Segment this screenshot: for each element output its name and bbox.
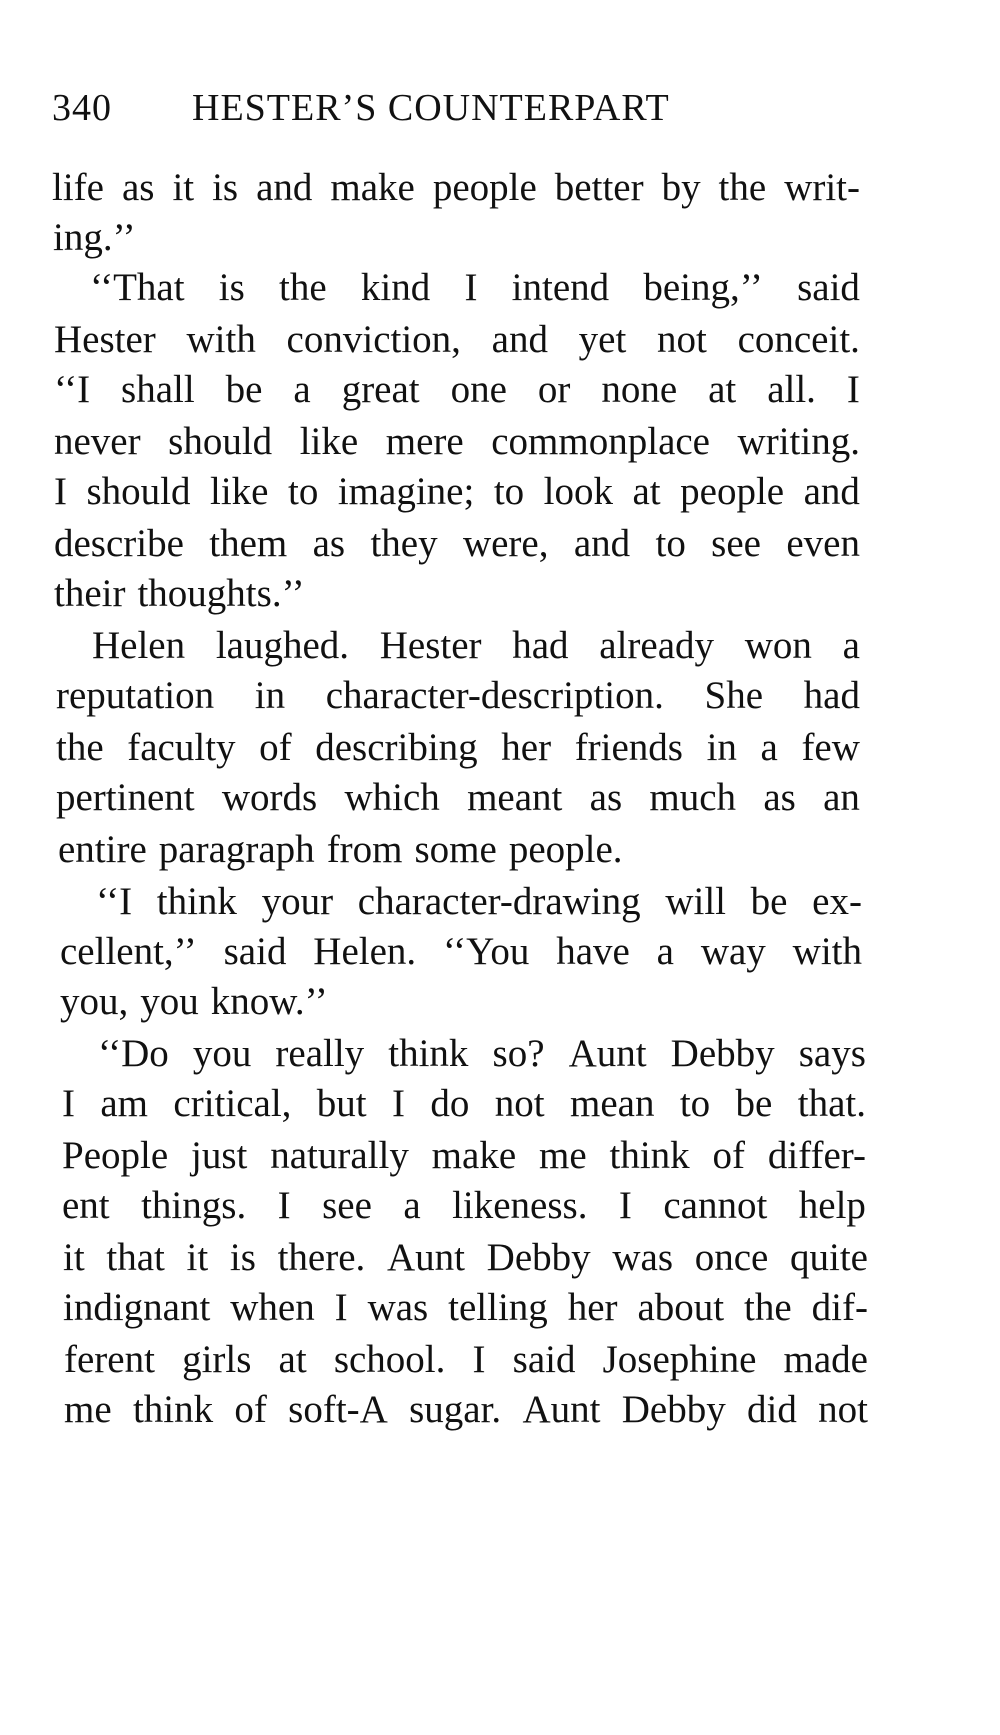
word: think: [156, 880, 237, 923]
word: make: [431, 1134, 517, 1177]
word: some: [414, 828, 497, 871]
word: them: [209, 522, 288, 565]
word: think: [388, 1032, 469, 1075]
word: Debby: [621, 1388, 726, 1431]
word: or: [537, 368, 571, 411]
word: girls: [182, 1338, 252, 1381]
word: to: [493, 470, 525, 513]
word: and: [573, 522, 631, 565]
word: commonplace: [491, 420, 710, 463]
word: not: [818, 1388, 868, 1431]
word: I: [334, 1286, 348, 1329]
word: and: [803, 470, 860, 513]
word: ‘‘Do: [98, 1032, 169, 1075]
word: to: [288, 470, 319, 513]
word: there.: [277, 1236, 366, 1279]
page-header: [52, 86, 952, 136]
text-line: [56, 772, 860, 824]
word: She: [704, 674, 763, 717]
word: friends: [574, 726, 683, 769]
word: differ-: [767, 1134, 866, 1177]
word: it: [186, 1236, 209, 1279]
word: paragraph: [158, 828, 315, 871]
word: but: [316, 1082, 367, 1125]
word: that: [106, 1236, 165, 1279]
text-line: [64, 1334, 868, 1386]
word: think: [132, 1388, 214, 1431]
word: I: [846, 368, 860, 411]
word: I: [62, 1082, 75, 1125]
word: had: [803, 674, 860, 717]
word: ‘‘I: [96, 880, 133, 923]
word: from: [326, 828, 403, 871]
word: help: [798, 1184, 866, 1227]
word: with: [792, 930, 862, 973]
word: your: [261, 880, 334, 923]
word: see: [322, 1184, 372, 1227]
word: just: [191, 1134, 248, 1177]
word: much: [649, 776, 737, 819]
word: you: [192, 1032, 252, 1075]
word: reputation: [56, 674, 215, 717]
word: mere: [385, 420, 464, 463]
word: Aunt: [568, 1032, 647, 1075]
word: said: [512, 1338, 576, 1381]
word: quite: [790, 1236, 868, 1279]
word: you: [140, 980, 199, 1023]
text-line: [90, 262, 860, 314]
word: of: [234, 1388, 267, 1431]
word: describing: [315, 726, 478, 769]
word: will: [665, 880, 726, 923]
word: conceit.: [737, 318, 860, 361]
word: to: [655, 522, 686, 565]
word: laughed.: [215, 624, 350, 667]
word: character-description.: [325, 674, 664, 717]
word: I: [618, 1184, 632, 1227]
word: be: [735, 1082, 773, 1125]
word: her: [567, 1286, 618, 1329]
word: Hester: [54, 318, 156, 361]
word: cellent,’’: [60, 930, 197, 973]
word: cannot: [663, 1184, 768, 1227]
word: their: [54, 572, 126, 615]
word: look: [543, 470, 613, 513]
word: as: [763, 776, 796, 819]
word: they: [370, 522, 438, 565]
text-line: [60, 976, 328, 1028]
word: should: [168, 420, 273, 463]
word: likeness.: [452, 1184, 588, 1227]
word: said: [797, 266, 860, 309]
word: is: [218, 266, 245, 309]
word: me: [538, 1134, 587, 1177]
text-line: [54, 466, 860, 518]
word: People: [62, 1134, 169, 1177]
word: kind: [360, 266, 431, 309]
word: not: [657, 318, 707, 361]
text-line: [54, 364, 860, 416]
word: am: [100, 1082, 149, 1125]
text-line: [54, 416, 860, 468]
word: I: [54, 470, 67, 513]
word: the: [279, 266, 327, 309]
word: shall: [121, 368, 195, 411]
word: is: [212, 166, 239, 209]
word: telling: [448, 1286, 548, 1329]
word: really: [275, 1032, 365, 1075]
word: have: [556, 930, 630, 973]
word: me: [64, 1388, 112, 1431]
word: ing.’’: [53, 216, 136, 259]
word: made: [783, 1338, 868, 1381]
word: the: [744, 1286, 792, 1329]
word: yet: [578, 318, 627, 361]
word: never: [54, 420, 141, 463]
word: already: [599, 624, 715, 667]
text-line: [62, 1078, 866, 1130]
word: says: [798, 1032, 866, 1075]
text-line: [98, 1028, 866, 1080]
word: of: [712, 1134, 745, 1177]
word: which: [344, 776, 440, 819]
word: Aunt: [386, 1236, 465, 1279]
word: I: [464, 266, 478, 309]
word: at: [632, 470, 661, 513]
word: is: [229, 1236, 256, 1279]
text-line: [58, 824, 623, 876]
word: had: [512, 624, 569, 667]
word: sugar.: [409, 1388, 502, 1431]
text-line: [53, 212, 136, 264]
word: I: [392, 1082, 406, 1125]
word: at: [708, 368, 737, 411]
word: people.: [508, 828, 623, 871]
word: indignant: [63, 1286, 211, 1329]
word: the: [56, 726, 104, 769]
word: entire: [58, 828, 147, 871]
word: said: [223, 930, 287, 973]
text-line: [62, 1130, 866, 1182]
word: thoughts.’’: [137, 572, 305, 615]
word: know.’’: [210, 980, 328, 1023]
word: pertinent: [56, 776, 195, 819]
word: better: [554, 166, 644, 209]
word: it: [63, 1236, 85, 1279]
word: meant: [467, 776, 563, 819]
word: way: [700, 930, 766, 973]
word: with: [186, 318, 256, 361]
word: ‘‘That: [90, 266, 185, 309]
word: not: [494, 1082, 545, 1125]
word: that.: [797, 1082, 866, 1125]
word: in: [706, 726, 737, 769]
word: character-drawing: [357, 880, 641, 923]
text-line: [54, 314, 860, 366]
word: you,: [60, 980, 129, 1023]
word: I: [472, 1338, 486, 1381]
text-line: [96, 876, 862, 928]
word: Helen.: [313, 930, 417, 973]
text-line: [52, 162, 860, 214]
text-line: [54, 518, 860, 570]
word: all.: [767, 368, 816, 411]
word: and: [256, 166, 313, 209]
word: a: [760, 726, 778, 769]
word: a: [403, 1184, 421, 1227]
word: ‘‘You: [443, 930, 530, 973]
word: mean: [569, 1082, 655, 1125]
word: dif-: [811, 1286, 868, 1329]
word: see: [711, 522, 761, 565]
word: at: [278, 1338, 307, 1381]
word: Hester: [379, 624, 482, 667]
word: conviction,: [286, 318, 461, 361]
word: should: [86, 470, 191, 513]
text-line: [63, 1282, 868, 1334]
word: words: [221, 776, 318, 819]
word: school.: [333, 1338, 446, 1381]
word: a: [293, 368, 311, 411]
text-line: [63, 1232, 868, 1284]
text-line: [56, 670, 860, 722]
text-line: [56, 722, 860, 774]
word: of: [259, 726, 292, 769]
word: life: [52, 166, 104, 209]
word: Helen: [92, 624, 186, 667]
word: by: [661, 166, 701, 209]
word: intend: [511, 266, 610, 309]
word: it: [172, 166, 195, 209]
word: were,: [462, 522, 549, 565]
word: Aunt: [522, 1388, 601, 1431]
word: once: [694, 1236, 769, 1279]
word: a: [842, 624, 860, 667]
word: like: [210, 470, 269, 513]
word: ‘‘I: [54, 368, 91, 411]
word: none: [601, 368, 678, 411]
word: soft-A: [288, 1388, 388, 1431]
word: faculty: [127, 726, 236, 769]
word: ex-: [812, 880, 862, 923]
word: one: [450, 368, 507, 411]
text-line: [62, 1180, 866, 1232]
word: critical,: [173, 1082, 292, 1125]
word: an: [823, 776, 860, 819]
word: describe: [54, 522, 184, 565]
word: Josephine: [602, 1338, 757, 1381]
word: be: [225, 368, 263, 411]
word: did: [747, 1388, 797, 1431]
word: so?: [492, 1032, 545, 1075]
word: to: [679, 1082, 711, 1125]
word: naturally: [270, 1134, 409, 1177]
word: I: [277, 1184, 291, 1227]
word: do: [430, 1082, 470, 1125]
word: people: [432, 166, 537, 209]
word: Debby: [670, 1032, 775, 1075]
word: imagine;: [337, 470, 475, 513]
word: was: [367, 1286, 429, 1329]
word: great: [341, 368, 420, 411]
word: things.: [141, 1184, 247, 1227]
word: when: [230, 1286, 315, 1329]
word: be: [750, 880, 788, 923]
word: writing.: [737, 420, 860, 463]
word: being,’’: [643, 266, 763, 309]
word: her: [501, 726, 552, 769]
page-number: 340: [52, 87, 112, 129]
text-line: [92, 620, 860, 672]
word: in: [254, 674, 286, 717]
word: writ-: [784, 166, 860, 209]
word: make: [330, 166, 415, 209]
text-line: [54, 568, 305, 620]
word: think: [609, 1134, 690, 1177]
word: ent: [62, 1184, 110, 1227]
word: the: [718, 166, 767, 209]
word: people: [680, 470, 785, 513]
word: as: [121, 166, 155, 209]
word: ferent: [64, 1338, 155, 1381]
text-line: [60, 926, 862, 978]
word: even: [786, 522, 860, 565]
word: Debby: [486, 1236, 591, 1279]
word: as: [589, 776, 623, 819]
word: won: [744, 624, 812, 667]
word: and: [491, 318, 548, 361]
word: few: [801, 726, 860, 769]
word: about: [637, 1286, 725, 1329]
text-line: [64, 1384, 868, 1436]
word: as: [312, 522, 346, 565]
word: a: [656, 930, 674, 973]
running-title: HESTER’S COUNTERPART: [192, 87, 670, 129]
word: like: [299, 420, 359, 463]
word: was: [612, 1236, 673, 1279]
